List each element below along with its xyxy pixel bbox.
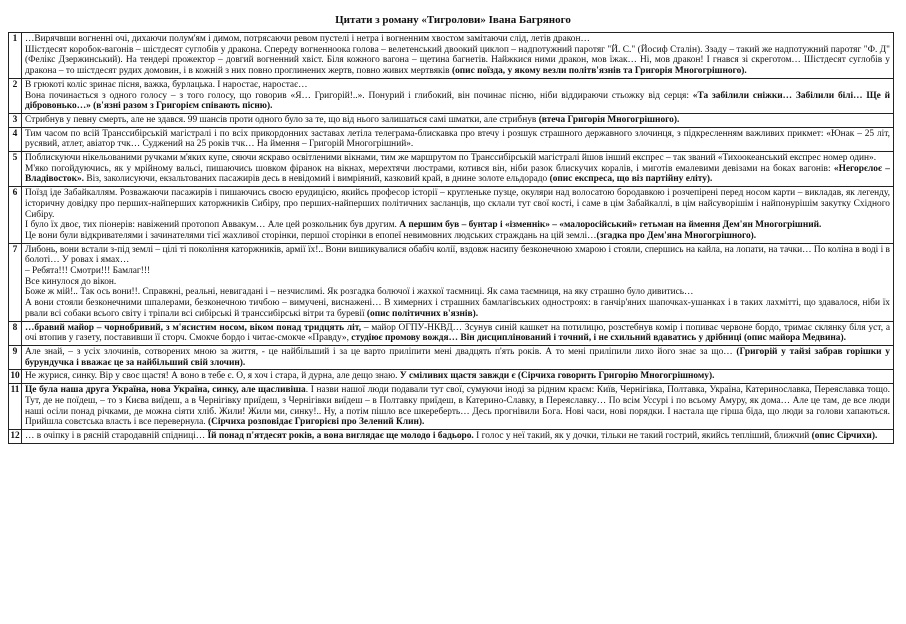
quote-cell [22,345,894,369]
bold-text-segment: (опис поїзда, у якому везли політв'язнів та Григорія Многогрішного). [451,66,747,77]
text-segment: І голос у неї такий, як у дочки, тільки не такий гострий, якийсь тепліший, ближчий [473,430,812,441]
bold-text-segment: (згадка про Дем'яна Многогрішного). [596,230,757,241]
quote-line [25,266,890,277]
table-row [9,370,894,384]
table-row [9,243,894,321]
table-row [9,127,894,151]
quote-line [25,323,890,344]
row-number: 5 [9,152,22,187]
quote-line [25,371,890,382]
table-row [9,33,894,79]
text-segment: Але знай, – з усіх злочинів, сотворених мною за життя, - це найбільший і за це варто приліпити мені двадцять п'ять років. А то мені приліпили лихо його знає за що… [25,346,737,357]
quote-cell [22,78,894,113]
table-row [9,78,894,113]
quote-line [25,231,890,242]
table-row [9,384,894,430]
text-segment: І було їх двоє, тих піонерів: навіжений протопоп Аввакум… Але цей розкольник був другим. [25,220,400,231]
quote-cell [22,370,894,384]
text-segment: Це вони були відкривателями і зачинателями тієї жахливої сторінки, першої сторінки в епопеї невимовних людських страждань на цій землі… [25,230,597,241]
text-segment: Боже ж мій!.. Так ось вони!!. Справжні, реальні, невигадані і – незчислимі. Як розгадка болючої і жахкої таємниці. Як сама таємниця, на яку страшно було дивитись… [25,287,694,298]
bold-text-segment: У сміливих щастя завжди є (Сірчиха говорить Григорію Многогрішному). [399,371,715,382]
row-number: 4 [9,127,22,151]
text-segment: Шістдесят коробок-вагонів – шістдесят суглобів у дракона. Спереду вогненноока голова – велетенський двоокий циклоп – надпотужний паротяг "Й. С." (Йосиф Сталін). Ззаду – такий же надпотужний паротяг "Ф. Д" (Фелікс Дзержинський). На тендері прожектор – довгий вогненний хвіст. Біля кожного вагона – щетина багнетів. Найжкися ними дракон, мов їжак… Ні, мов дракон! І гнався зі скреготом… Шістдесят суглобів у дракона – то шістдесят рудих домовин, і в кожній з них повно проглинених жертв, повно живих мертвяків [25,44,890,77]
quote-line [25,385,890,428]
table-row [9,345,894,369]
bold-text-segment: А першим був – бунтар і «ізменнік» – «малоросійський» гетьман на ймення Дем'ян Многогрішний. [399,220,822,231]
text-segment: – майор ОГПУ-НКВД… Зсунув синій кашкет на потилицю, розстебнув комір і попиває червоне бордо, тримає склянку біля уст, а очі втопив у газету, поставивши її сторч. Смокче бордо і читає-смокче «Правду», [25,322,890,344]
bold-text-segment: (Сірчиха розповідає Григорієві про Зелений Клин). [207,417,425,428]
quote-cell [22,243,894,321]
quote-line [25,115,890,126]
text-segment: Не журися, синку. Вір у своє щастя! А воно в тебе є. О, я хоч і стара, й дурна, але дещо знаю. [25,371,400,382]
table-row [9,429,894,443]
quote-line [25,347,890,368]
row-number: 8 [9,321,22,345]
bold-text-segment: (опис політичних в'язнів). [366,308,479,319]
quotes-table [8,32,894,444]
bold-text-segment: Їй понад п'ятдесят років, а вона виглядає ще молодо і бадьоро. [207,430,474,441]
text-segment: Все кинулося до вікон. [25,276,117,287]
row-number: 6 [9,187,22,244]
quote-line [25,34,890,45]
bold-text-segment: «Та забілили сніжки… Забілили білі… Ще й дібровонько…» (в'язні разом з Григорієм співають пісню). [25,90,891,112]
bold-text-segment: (опис Сірчихи). [811,430,878,441]
quote-cell [22,429,894,443]
quote-line [25,287,890,298]
text-segment: … в очіпку і в рясній стародавній спідниці… [25,430,208,441]
bold-text-segment: (Григорій у тайзі забрав горішки у бурундучка і вважає це за найбільший свій злочин). [25,346,890,368]
quote-line [25,91,890,112]
row-number: 3 [9,113,22,127]
quote-cell [22,127,894,151]
table-row [9,187,894,244]
quote-line [25,188,890,220]
text-segment: Поблискуючи нікельованими ручками м'яких купе, сяючи яскраво освітленими вікнами, тим же маршрутом по Транссибірській магістралі йшов інший експрес – так званий «Тихоокеанський експрес номер один». [25,153,877,164]
bold-text-segment: студіює промову вождя… Він дисциплінований і точний, і не схильний вдаватись у дрібниці (опис майора Медвина). [351,333,846,344]
bold-text-segment: «Негорєлоє – Владівосток». [25,163,890,185]
text-segment: А вони стояли безконечними шпалерами, безконечною тичбою – вимучені, виснажені… В химерних і страшних бамлагівських одностроях: в ганчір'яних шапочках-ушанках і в таких лахмітті, що здавалося, ніби їх рвали всі собаки всього світу і тріпали всі сибірські й транссибірські вітри та буревії [25,298,890,319]
bold-text-segment: Це була наша друга Україна, нова Україна, синку, але щасливіша [25,385,306,396]
row-number: 1 [9,33,22,79]
text-segment: М'яко погойдуючись, як у мрійному вальсі, пишаючись шовком фіранок на вікнах, мерехтячи люстрами, котився він, ніби разок блискучих коралів, і миготів емалевими девізами на боках вагонів: [25,163,834,174]
row-number: 7 [9,243,22,321]
row-number: 11 [9,384,22,430]
quote-line [25,164,890,185]
quote-line [25,277,890,288]
quote-cell [22,33,894,79]
quote-line [25,298,890,319]
quote-line [25,45,890,77]
text-segment: …Вирячвши вогненні очі, дихаючи полум'ям і димом, потрясаючи ревом пустелі і нетра і вогненним хвостом замітаючи слід, летів дракон… [25,34,590,44]
row-number: 9 [9,345,22,369]
table-row [9,321,894,345]
row-number: 2 [9,78,22,113]
bold-text-segment: (втеча Григорія Многогрішного). [538,114,680,125]
quote-cell [22,187,894,244]
quote-line [25,129,890,150]
quote-cell [22,152,894,187]
quote-cell [22,321,894,345]
text-segment: Тим часом по всій Транссибірській магістралі і по всіх прикордонних заставах летіла телеграма-блискавка про втечу і розшук страшного державного злочинця, з підкресленням важливих прикмет: «Юнак – 25 літ, русявий, атлет, авіатор тчк… Суджений на 25 років тчк… На ймення – Григорій Многогрішний». [25,128,890,150]
quote-line [25,153,890,164]
quote-line [25,80,890,91]
text-segment: В грюкоті коліс зринає пісня, важка, бурлацька. І наростає, наростає… [25,79,308,90]
text-segment: – Ребята!!! Смотри!!! Бамлаг!!! [25,266,151,277]
table-row [9,113,894,127]
quote-line [25,220,890,231]
text-segment: Вона починається з одного голосу – з того голосу, що говорив «Я… Григорій!..». Понурий і глибокий, він починає пісню, ніби віддираючи стьожку від серця: [25,90,693,101]
quote-cell [22,384,894,430]
text-segment: Поїзд іде Забайкаллям. Розважаючи пасажирів і пишаючись своєю ерудицією, якийсь професор історії – кругленьке пузце, окуляри над волосатою бородавкою і розчепірені перед носом карти – викладав, як легенду, історичну довідку про перших-найперших каторжників Сибіру, про перших-найперших політичних засланців, що склали тут свої кості, і саме в цім Забайкаллі, в цім найсуворішім і найпонурішім закутку Східного Сибіру. [25,188,890,220]
quote-line [25,245,890,266]
document-title: Цитати з роману «Тигролови» Івана Багряного [335,14,571,26]
text-segment: Стрибнув у певну смерть, але не здався. 99 шансів проти одного було за те, що від нього залишаться самі шматки, але стрибнув [25,114,539,125]
row-number: 10 [9,370,22,384]
row-number: 12 [9,429,22,443]
quote-line [25,431,890,442]
quote-cell [22,113,894,127]
text-segment: Либонь, вони встали з-під землі – цілі ті покоління каторжників, армії їх!.. Вони вишикувалися обабіч колії, вздовж насипу безконечною хмарою і стояли, спершись на кайла, на лопати, на тачки… По коліна в воді і в болоті… У ровах і ямах… [25,244,890,266]
text-segment: . І назви нашої люди подавали тут свої, сумуючи іноді за рідним краєм: Київ, Чернігівка, Полтавка, Україна, Катеринославка, Переяславка тощо. Тут, де не поїдеш, – то з Києва виїдеш, а в Чернігівку приїдеш, з Чернігівки виїдеш – в Полтавку приїдеш, в Катерино-Славку, в Переяславку… По всім Уссурі і по всьому Амуру, як дома… Але це там, де все люди наші осіли понад річками, де можна сіяти хліб. Жили! Жили ми, синку!.. Ну, а потім пішло все шкереберть… Десь прогнівили Бога. Нові часи, нові порядки. І настала ще гірша біда, що люди за голови хапаються. Прийшла совєтська власть і все перевернула. [25,385,890,428]
bold-text-segment: …бравий майор – чорнобривий, з м'ясистим носом, віком понад тридцять літ, [25,322,364,333]
bold-text-segment: (опис експреса, що віз партійну еліту). [549,174,713,185]
table-row [9,152,894,187]
text-segment: Віз, заколисуючи, екзальтованих пасажирів десь в невідомий і вимріяний, казковий край, в днине золоте ельдорадо [84,174,550,185]
